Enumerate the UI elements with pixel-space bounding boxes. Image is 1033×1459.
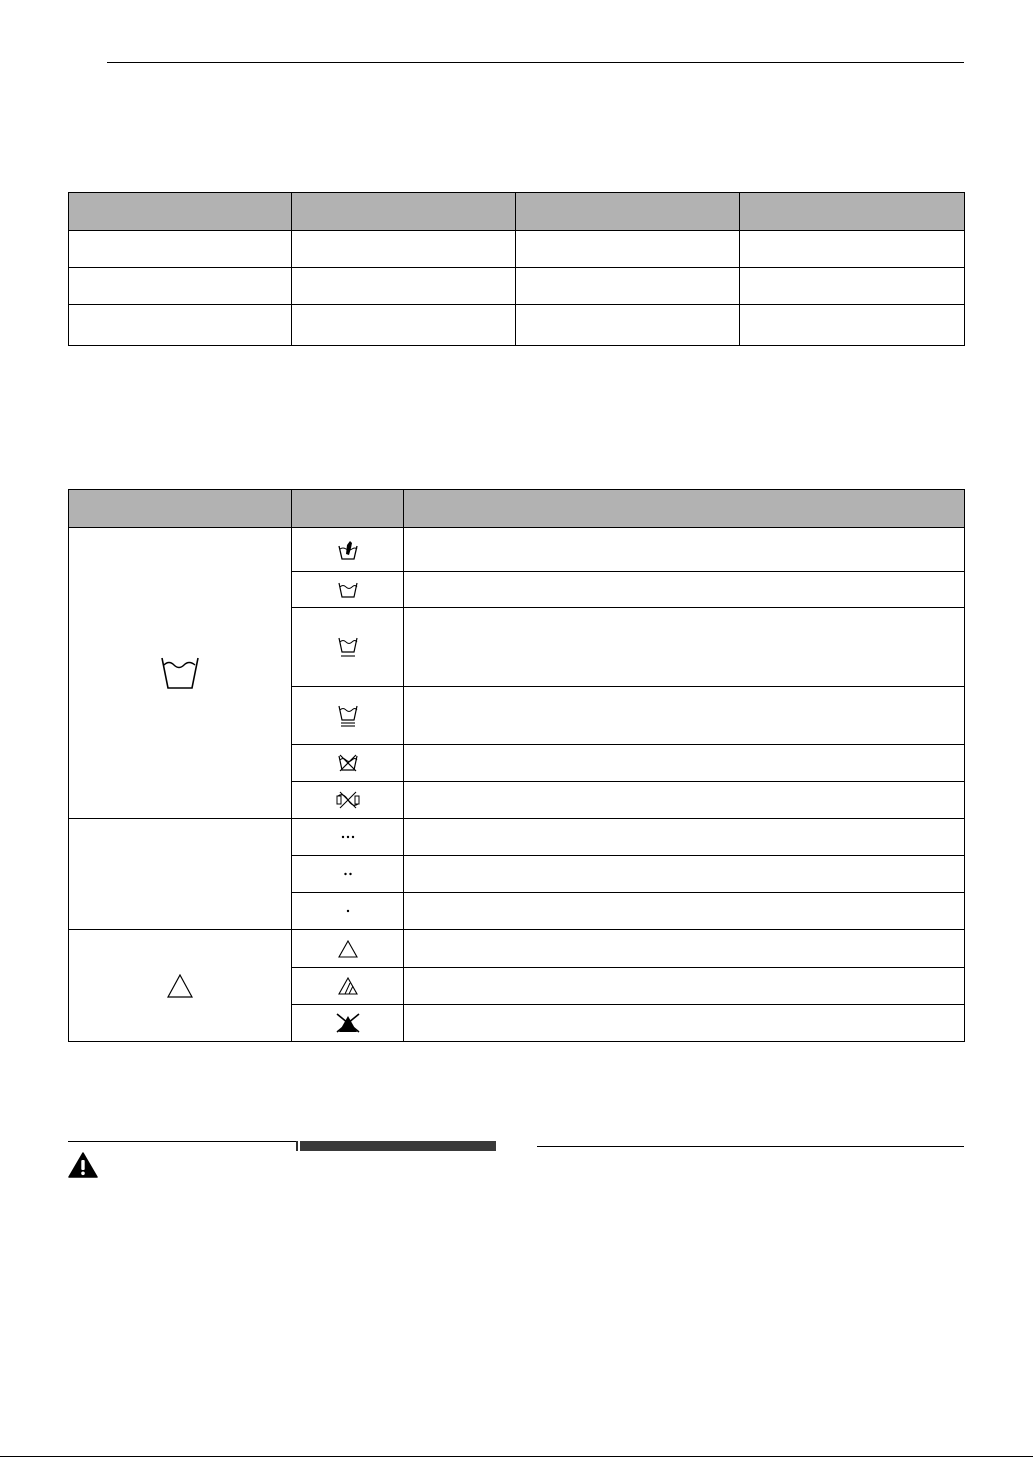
- table-2-header-cell: [292, 490, 404, 528]
- table-1-header-cell: [740, 193, 965, 231]
- warning-rule-tick: [296, 1141, 298, 1151]
- washing-tub-icon: [160, 656, 200, 690]
- bleach-group-cell: [69, 930, 292, 1042]
- one-dot-icon: [346, 909, 350, 913]
- symbol-cell: [292, 856, 404, 893]
- table-1-header-cell: [69, 193, 292, 231]
- symbol-cell: [292, 687, 404, 745]
- table-1-header-row: [69, 193, 965, 231]
- table-cell: [292, 305, 516, 346]
- table-cell: [516, 231, 740, 268]
- table-row: [69, 268, 965, 305]
- warning-triangle-icon: [68, 1152, 98, 1178]
- hand-wash-icon: [337, 539, 359, 561]
- description-cell: [404, 1005, 965, 1042]
- description-cell: [404, 819, 965, 856]
- description-cell: [404, 608, 965, 687]
- right-column-rule: [537, 1146, 964, 1147]
- table-2-header-cell: [404, 490, 965, 528]
- table-cell: [69, 305, 292, 346]
- symbol-cell: [292, 608, 404, 687]
- table-1: [68, 192, 965, 346]
- do-not-wash-icon: [338, 753, 358, 773]
- symbol-cell: [292, 572, 404, 608]
- description-cell: [404, 687, 965, 745]
- description-cell: [404, 968, 965, 1005]
- two-dots-icon: [343, 872, 353, 876]
- table-cell: [740, 268, 965, 305]
- table-cell: [69, 231, 292, 268]
- symbol-cell: [292, 528, 404, 572]
- dots-group-cell: [69, 819, 292, 930]
- description-cell: [404, 528, 965, 572]
- description-cell: [404, 572, 965, 608]
- do-not-bleach-icon: [335, 1013, 361, 1033]
- symbol-cell: [292, 745, 404, 782]
- wash-tub-two-bars-icon: [338, 704, 358, 728]
- table-2-header-cell: [69, 490, 292, 528]
- bleach-triangle-icon: [167, 974, 193, 998]
- wash-group-cell: [69, 528, 292, 819]
- symbol-cell: [292, 819, 404, 856]
- table-row: [69, 930, 965, 968]
- description-cell: [404, 782, 965, 819]
- care-symbols-header-row: [69, 490, 965, 528]
- symbol-cell: [292, 930, 404, 968]
- table-row: [69, 305, 965, 346]
- table-cell: [516, 268, 740, 305]
- description-cell: [404, 893, 965, 930]
- symbol-cell: [292, 968, 404, 1005]
- table-cell: [740, 305, 965, 346]
- three-dots-icon: [341, 835, 355, 839]
- table-cell: [292, 231, 516, 268]
- warning-rule: [68, 1141, 297, 1142]
- table-row: [69, 528, 965, 572]
- table-cell: [740, 231, 965, 268]
- wash-tub-one-bar-icon: [338, 636, 358, 658]
- warning-rule-bar: [300, 1141, 496, 1151]
- description-cell: [404, 930, 965, 968]
- table-cell: [69, 268, 292, 305]
- description-cell: [404, 856, 965, 893]
- header-rule: [107, 62, 964, 63]
- table-cell: [292, 268, 516, 305]
- non-chlorine-bleach-icon: [338, 977, 358, 995]
- table-1-header-cell: [516, 193, 740, 231]
- table-row: [69, 231, 965, 268]
- do-not-wring-icon: [335, 791, 361, 809]
- description-cell: [404, 745, 965, 782]
- symbol-cell: [292, 782, 404, 819]
- bleach-allowed-icon: [338, 940, 358, 958]
- table-cell: [516, 305, 740, 346]
- symbol-cell: [292, 893, 404, 930]
- table-row: [69, 819, 965, 856]
- footer-rule: [0, 1456, 1033, 1457]
- care-symbols-table: [68, 489, 965, 1042]
- symbol-cell: [292, 1005, 404, 1042]
- table-1-header-cell: [292, 193, 516, 231]
- wash-tub-normal-icon: [338, 581, 358, 599]
